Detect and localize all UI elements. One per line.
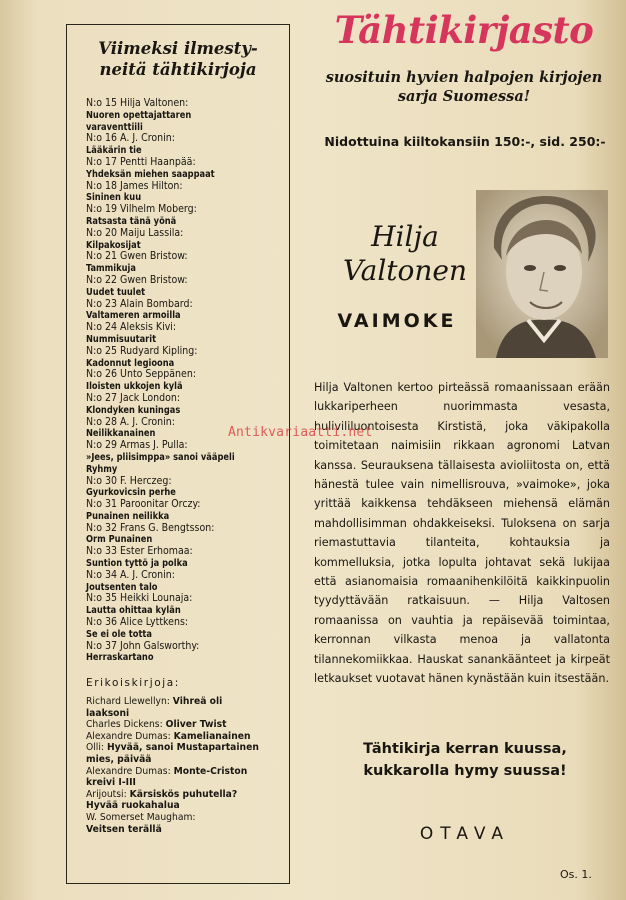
book-number-author: N:o 31 Paroonitar Orczy:	[86, 498, 201, 511]
book-list-title: Ratsasta tänä yönä	[86, 215, 177, 227]
list-item	[86, 593, 286, 617]
special-author: Alexandre Dumas:	[86, 730, 171, 742]
list-item	[86, 708, 270, 720]
special-author: Charles Dickens:	[86, 719, 163, 731]
author-portrait	[476, 190, 608, 358]
book-number-author: N:o 19 Vilhelm Moberg:	[86, 203, 197, 216]
book-number-author: N:o 16 A. J. Cronin:	[86, 132, 175, 145]
book-number-author: N:o 26 Unto Seppänen:	[86, 368, 196, 381]
special-title: Hyvää ruokahalua	[86, 800, 180, 812]
book-list-title: Valtameren armoilla	[86, 310, 181, 322]
list-item	[86, 275, 286, 299]
book-list-title: Lääkärin tie	[86, 145, 142, 157]
book-list-title: Suntion tyttö ja polka	[86, 558, 188, 570]
book-list-title: Orm Punainen	[86, 534, 153, 546]
list-item	[86, 523, 286, 547]
list-item	[86, 570, 286, 594]
book-list-title: Kadonnut legioona	[86, 357, 175, 369]
list-item	[86, 777, 270, 789]
publisher-name: OTAVA	[419, 824, 511, 844]
book-author: Hilja Valtonen	[342, 220, 468, 287]
book-list-title: Kilpakosijat	[86, 239, 141, 251]
special-author: Alexandre Dumas:	[86, 765, 171, 777]
special-title: Vihreä oli	[172, 696, 223, 707]
list-item	[86, 789, 270, 801]
book-number-author: N:o 35 Heikki Lounaja:	[86, 592, 193, 605]
book-description: Hilja Valtonen kertoo pirteässä romaanissaan erään lukkariperheen nuorimmasta vesasta, hulivililuontoisesta Kirstistä, joka väkipakolla toimitetaan naimisiin rikkaan agronomi Latvan kanssa. Seurauksena tällaisesta avioliitosta on, että hänestä tulee vain nimellisrouva, »vaimoke», joka yrittää kaikkensa tehdäkseen miehensä elämän mahdollisimman ohdakkeiseksi. Tuloksena on sarja riemastuttavia tilanteita, kohtauksia ja kommelluksia, jotka lopulta johtavat sekä lukijaa että asianomaisia romaanihenkilöitä kaikkinpuolin tyydyttävään ratkaisuun. — Hilja Valtosen romaanissa on vauhtia ja repäisevää toimintaa, kerronnan vilkasta menoa ja vallatonta tilannekomiikkaa. Hauskat sanankäänteet ja kirpeät letkaukset vuotavat hänen kynästään kuin itsestään.	[314, 381, 610, 686]
book-number-author: N:o 18 James Hilton:	[86, 179, 183, 192]
list-item	[86, 499, 286, 523]
book-list-title: Sininen kuu	[86, 192, 142, 204]
special-books-list	[86, 696, 286, 835]
book-list-title: Uudet tuulet	[86, 286, 146, 298]
list-item	[86, 617, 286, 641]
book-number-author: N:o 21 Gwen Bristow:	[86, 250, 188, 263]
list-item	[86, 800, 270, 812]
list-item	[86, 546, 286, 570]
book-number-author: N:o 23 Alain Bombard:	[86, 297, 193, 310]
special-title: Monte-Criston	[173, 765, 248, 777]
book-number-author: N:o 34 A. J. Cronin:	[86, 568, 175, 581]
list-item	[86, 228, 286, 252]
book-list-title: Ryhmy	[86, 463, 118, 475]
book-number-author: N:o 24 Aleksis Kivi:	[86, 321, 177, 334]
book-number-author: N:o 28 A. J. Cronin:	[86, 415, 175, 428]
book-list-title: Gyurkovicsin perhe	[86, 487, 176, 499]
book-list-title: Herraskartano	[86, 652, 154, 664]
book-list-title: Iloisten ukkojen kylä	[86, 381, 183, 393]
book-number-author: N:o 25 Rudyard Kipling:	[86, 344, 198, 357]
list-item	[86, 204, 286, 228]
book-number-author: N:o 20 Maiju Lassila:	[86, 226, 184, 239]
series-slogan: Tähtikirja kerran kuussa, kukkarolla hymy suussa!	[363, 741, 567, 779]
list-item	[86, 476, 286, 500]
special-title: kreivi I-III	[86, 777, 136, 789]
recent-books-heading: Viimeksi ilmesty- neitä tähtikirjoja	[98, 39, 258, 79]
book-list-title: Nummisuutarit	[86, 333, 157, 345]
special-title: mies, päivää	[86, 753, 152, 765]
book-list-title: Nuoren opettajattaren	[86, 109, 192, 121]
price-line: Nidottuina kiiltokansiin 150:-, sid. 250:-	[324, 134, 606, 149]
book-number-author: N:o 17 Pentti Haanpää:	[86, 155, 196, 168]
book-number-author: N:o 37 John Galsworthy:	[86, 639, 200, 652]
list-item	[86, 824, 270, 836]
book-list-title: Yhdeksän miehen saappaat	[86, 168, 215, 180]
series-logo: Tähtikirjasto	[334, 8, 594, 52]
list-item	[86, 742, 270, 754]
list-item	[86, 157, 286, 181]
list-item	[86, 133, 286, 157]
special-title: Veitsen terällä	[86, 823, 162, 835]
list-item	[86, 464, 286, 476]
special-title: Oliver Twist	[165, 719, 227, 731]
book-number-author: N:o 15 Hilja Valtonen:	[86, 97, 189, 109]
list-item	[86, 754, 270, 766]
list-item	[86, 322, 286, 346]
book-list-title: Se ei ole totta	[86, 628, 152, 640]
author-portrait-icon	[476, 190, 608, 358]
list-item	[86, 719, 270, 731]
list-item	[86, 346, 286, 370]
book-number-author: N:o 36 Alice Lyttkens:	[86, 616, 189, 629]
book-number-author: N:o 22 Gwen Bristow:	[86, 273, 188, 286]
book-list-title: Klondyken kuningas	[86, 404, 181, 416]
book-list-title: »Jees, pliisimppa» sanoi vääpeli	[86, 451, 235, 463]
special-author: Richard Llewellyn:	[86, 696, 170, 707]
special-title: Hyvää, sanoi Mustapartainen	[106, 742, 259, 754]
list-item	[86, 641, 286, 665]
list-item	[86, 440, 286, 464]
book-number-author: N:o 33 Ester Erhomaa:	[86, 545, 193, 558]
list-item	[86, 766, 270, 778]
book-list-title: varaventtiili	[86, 121, 143, 133]
book-number-author: N:o 32 Frans G. Bengtsson:	[86, 521, 215, 534]
book-number-author: N:o 30 F. Herczeg:	[86, 474, 172, 487]
special-title: laaksoni	[86, 707, 130, 719]
special-author: Arijoutsi:	[86, 788, 127, 800]
list-item	[86, 251, 286, 275]
list-item	[86, 98, 286, 122]
special-title: Kärsiskös puhutella?	[129, 788, 238, 800]
series-code: Os. 1.	[560, 868, 592, 881]
book-list-title: Lautta ohittaa kylän	[86, 605, 181, 617]
watermark: Antikvariaatti.net	[228, 425, 373, 440]
list-item	[86, 369, 286, 393]
list-item	[86, 299, 286, 323]
list-item	[86, 731, 270, 743]
book-list-title: Tammikuja	[86, 263, 136, 275]
series-tagline: suosituin hyvien halpojen kirjojen sarja Suomessa!	[325, 69, 603, 105]
book-list-title: Punainen neilikka	[86, 510, 170, 522]
special-books-heading: Erikoiskirjoja:	[86, 677, 180, 689]
list-item	[86, 181, 286, 205]
book-number-author: N:o 29 Armas J. Pulla:	[86, 439, 188, 452]
list-item	[86, 812, 270, 824]
list-item	[86, 122, 286, 134]
list-item	[86, 696, 270, 708]
book-list-title: Joutsenten talo	[86, 581, 158, 593]
special-author: W. Somerset Maugham:	[86, 811, 196, 823]
recent-books-list	[86, 98, 286, 664]
book-list-title: Neilikkanainen	[86, 428, 156, 440]
book-number-author: N:o 27 Jack London:	[86, 391, 181, 404]
special-title: Kamelianainen	[173, 730, 251, 742]
list-item	[86, 393, 286, 417]
special-author: Olli:	[86, 742, 105, 754]
book-title: VAIMOKE	[337, 310, 457, 332]
